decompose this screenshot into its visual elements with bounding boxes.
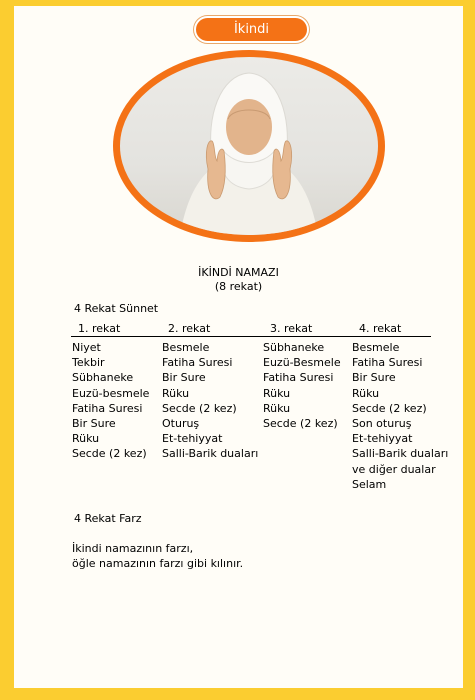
farz-line-1: İkindi namazının farzı, bbox=[72, 542, 194, 555]
farz-label: 4 Rekat Farz bbox=[74, 512, 142, 525]
list-item: ve diğer dualar bbox=[352, 462, 436, 476]
list-item: Rüku bbox=[352, 386, 380, 400]
prayer-title: İKİNDİ NAMAZI bbox=[198, 266, 279, 279]
list-item: Secde (2 kez) bbox=[352, 401, 427, 415]
prayer-photo bbox=[120, 57, 378, 235]
list-item: Rüku bbox=[263, 401, 291, 415]
rekat-1-list bbox=[72, 340, 149, 462]
list-item: Oturuş bbox=[162, 417, 200, 431]
farz-description bbox=[72, 541, 243, 571]
list-item: Bir Sure bbox=[352, 371, 396, 385]
list-item: Bir Sure bbox=[72, 417, 116, 431]
rekat-2-list bbox=[162, 340, 258, 462]
farz-line-2: öğle namazının farzı gibi kılınır. bbox=[72, 557, 244, 570]
rekat-count: (8 rekat) bbox=[214, 280, 263, 293]
list-item: Salli-Barik duaları bbox=[162, 447, 259, 461]
list-item: Fatiha Suresi bbox=[352, 356, 423, 370]
list-item: Et-tehiyyat bbox=[162, 432, 223, 446]
list-item: Tekbir bbox=[72, 356, 105, 370]
column-header-3: 3. rekat bbox=[270, 322, 313, 335]
list-item: Sübhaneke bbox=[263, 341, 325, 354]
list-item: Et-tehiyyat bbox=[352, 432, 413, 446]
rekat-3-list bbox=[263, 340, 341, 431]
column-header-2: 2. rekat bbox=[168, 322, 211, 335]
list-item: Fatiha Suresi bbox=[263, 371, 334, 385]
list-item: Secde (2 kez) bbox=[263, 417, 338, 431]
list-item: Fatiha Suresi bbox=[162, 356, 233, 370]
header-rule bbox=[71, 336, 431, 337]
list-item: Rüku bbox=[263, 386, 291, 400]
column-header-1: 1. rekat bbox=[78, 322, 121, 335]
list-item: Selam bbox=[352, 477, 387, 491]
list-item: Rüku bbox=[72, 432, 100, 446]
list-item: Secde (2 kez) bbox=[162, 401, 237, 415]
list-item: Rüku bbox=[162, 386, 190, 400]
list-item: Euzü-Besmele bbox=[263, 356, 341, 370]
list-item: Salli-Barik duaları bbox=[352, 447, 449, 461]
list-item: Fatiha Suresi bbox=[72, 401, 143, 415]
praying-girl-illustration bbox=[120, 57, 378, 235]
list-item: Secde (2 kez) bbox=[72, 447, 147, 461]
page bbox=[14, 6, 463, 688]
photo-frame bbox=[113, 50, 385, 242]
list-item: Sübhaneke bbox=[72, 371, 134, 385]
list-item: Bir Sure bbox=[162, 371, 206, 385]
rekat-4-list bbox=[352, 340, 448, 492]
list-item: Besmele bbox=[352, 341, 400, 354]
sunnet-label: 4 Rekat Sünnet bbox=[74, 302, 159, 315]
column-header-4: 4. rekat bbox=[359, 322, 402, 335]
list-item: Son oturuş bbox=[352, 417, 412, 431]
list-item: Euzü-besmele bbox=[72, 386, 150, 400]
list-item: Niyet bbox=[72, 341, 101, 354]
list-item: Besmele bbox=[162, 341, 210, 354]
page-title: İkindi bbox=[194, 16, 309, 43]
